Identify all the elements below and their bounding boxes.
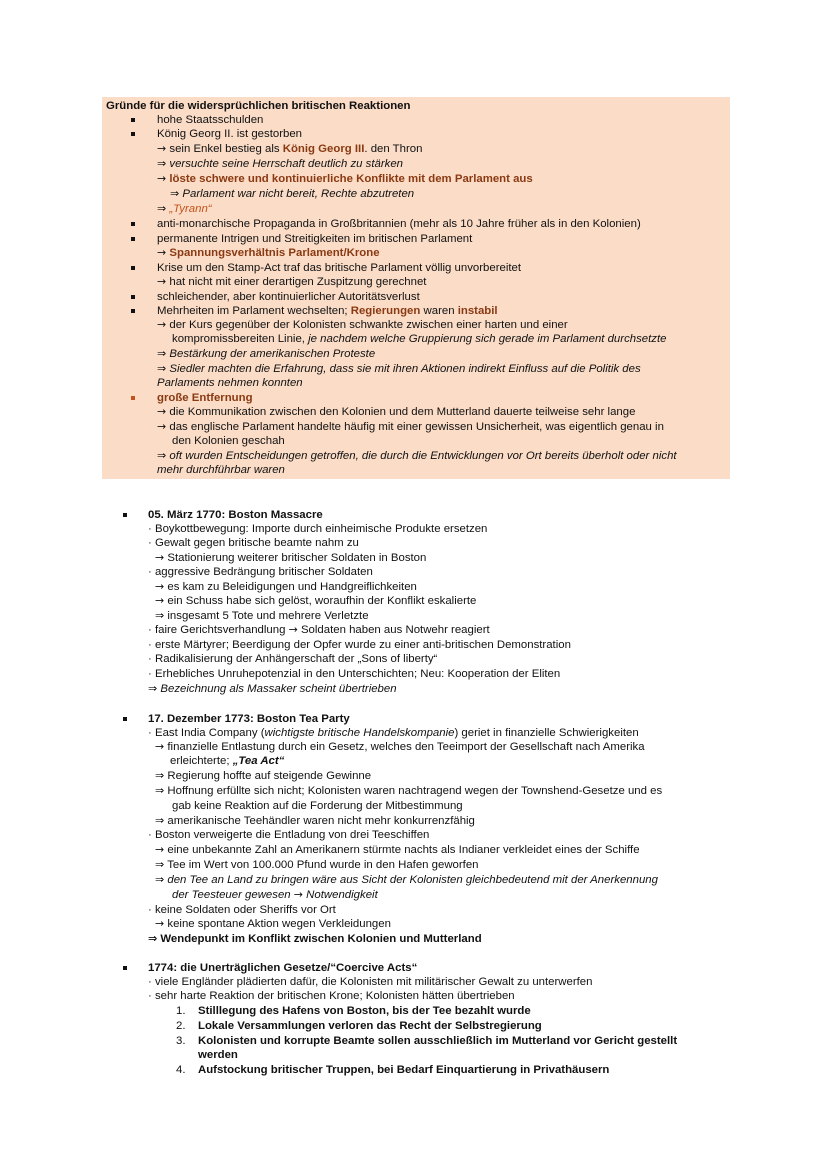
reason-7-sub-2: ⇒ Bestärkung der amerikanischen Proteste xyxy=(157,347,376,360)
teaparty-line: ⇒ Hoffnung erfüllte sich nicht; Kolonisten waren nachtragend wegen der Townshend-Gesetze und es xyxy=(155,784,663,797)
coercive-line: · viele Engländer plädierten dafür, die Kolonisten mit militärischer Gewalt zu unterwerfen xyxy=(148,976,593,988)
reason-2: König Georg II. ist gestorben xyxy=(157,128,302,140)
massacre-line: · faire Gerichtsverhandlung → Soldaten haben aus Notwehr reagiert xyxy=(148,623,490,636)
massacre-title: 05. März 1770: Boston Massacre xyxy=(148,509,323,521)
reason-2-sub-1: → sein Enkel bestieg als König Georg III. den Thron xyxy=(157,142,423,155)
teaparty-line: → keine spontane Aktion wegen Verkleidungen xyxy=(155,917,391,930)
bullet xyxy=(131,237,135,241)
reason-7: Mehrheiten im Parlament wechselten; Regierungen waren instabil xyxy=(157,305,498,317)
reason-8-sub-3: ⇒ oft wurden Entscheidungen getroffen, die durch die Entwicklungen vor Ort bereits überholt oder nicht xyxy=(157,449,677,462)
bullet-orange xyxy=(131,396,135,400)
act-number: 2. xyxy=(176,1020,186,1032)
reason-7-sub-1b: kompromissbereiten Linie, je nachdem welche Gruppierung sich gerade im Parlament durchsetzte xyxy=(172,333,667,345)
reasons-title: Gründe für die widersprüchlichen britischen Reaktionen xyxy=(106,100,411,112)
reason-2-sub-2: ⇒ versuchte seine Herrschaft deutlich zu stärken xyxy=(157,157,404,170)
massacre-line: · Radikalisierung der Anhängerschaft der „Sons of liberty“ xyxy=(148,653,438,665)
act-text: Lokale Versammlungen verloren das Recht der Selbstregierung xyxy=(198,1020,542,1032)
reason-4: permanente Intrigen und Streitigkeiten im britischen Parlament xyxy=(157,233,473,245)
reason-5-sub-1: → hat nicht mit einer derartigen Zuspitzung gerechnet xyxy=(157,275,427,288)
massacre-line: · aggressive Bedrängung britischer Soldaten xyxy=(148,566,373,578)
bullet xyxy=(131,222,135,226)
teaparty-line: ⇒ Regierung hoffte auf steigende Gewinne xyxy=(155,769,372,782)
bullet xyxy=(131,266,135,270)
teaparty-line: ⇒ amerikanische Teehändler waren nicht mehr konkurrenzfähig xyxy=(155,814,475,827)
massacre-line: · Erhebliches Unruhepotenzial in den Unterschichten; Neu: Kooperation der Eliten xyxy=(148,668,561,680)
massacre-line: · Gewalt gegen britische beamte nahm zu xyxy=(148,537,359,549)
reason-8-sub-1: → die Kommunikation zwischen den Kolonien und dem Mutterland dauerte teilweise sehr lange xyxy=(157,405,636,418)
teaparty-line: erleichterte; „Tea Act“ xyxy=(170,755,285,767)
reason-8-sub-2b: den Kolonien geschah xyxy=(172,435,285,447)
teaparty-line: · Boston verweigerte die Entladung von drei Teeschiffen xyxy=(148,829,430,841)
act-number: 3. xyxy=(176,1035,186,1047)
reason-2-sub-3: → löste schwere und kontinuierliche Konflikte mit dem Parlament aus xyxy=(157,172,533,185)
reason-7-sub-3: ⇒ Siedler machten die Erfahrung, dass sie mit ihren Aktionen indirekt Einfluss auf die Politik des xyxy=(157,362,641,375)
coercive-title: 1774: die Unerträglichen Gesetze/“Coercive Acts“ xyxy=(148,962,418,974)
reason-4-sub-1: → Spannungsverhältnis Parlament/Krone xyxy=(157,246,380,259)
reason-8-sub-3b: mehr durchführbar waren xyxy=(157,464,285,476)
reason-3: anti-monarchische Propaganda in Großbritannien (mehr als 10 Jahre früher als in den Kolonien) xyxy=(157,218,641,230)
teaparty-line: → eine unbekannte Zahl an Amerikanern stürmte nachts als Indianer verkleidet eines der Schiffe xyxy=(155,843,640,856)
bullet xyxy=(123,717,127,721)
bullet xyxy=(131,118,135,122)
reason-8-sub-2: → das englische Parlament handelte häufig mit einer gewissen Unsicherheit, was eigentlich genau in xyxy=(157,420,664,433)
reason-6: schleichender, aber kontinuierlicher Autoritätsverlust xyxy=(157,291,420,303)
reason-8: große Entfernung xyxy=(157,392,253,404)
massacre-line: · Boykottbewegung: Importe durch einheimische Produkte ersetzen xyxy=(148,523,488,535)
act-number: 4. xyxy=(176,1064,186,1076)
teaparty-line: der Teesteuer gewesen → Notwendigkeit xyxy=(172,888,378,901)
teaparty-line: ⇒ den Tee an Land zu bringen wäre aus Sicht der Kolonisten gleichbedeutend mit der Anerkennung xyxy=(155,873,658,886)
teaparty-line: · East India Company (wichtigste britische Handelskompanie) geriet in finanzielle Schwierigkeiten xyxy=(148,727,639,739)
reason-7-sub-1: → der Kurs gegenüber der Kolonisten schwankte zwischen einer harten und einer xyxy=(157,318,568,331)
teaparty-title: 17. Dezember 1773: Boston Tea Party xyxy=(148,713,350,725)
bullet xyxy=(131,309,135,313)
act-text: Kolonisten und korrupte Beamte sollen ausschließlich im Mutterland vor Gericht gestellt xyxy=(198,1035,678,1047)
act-number: 1. xyxy=(176,1005,186,1017)
bullet xyxy=(123,513,127,517)
reason-2-sub-5: ⇒ „Tyrann“ xyxy=(157,202,212,215)
bullet xyxy=(123,966,127,970)
massacre-line: ⇒ insgesamt 5 Tote und mehrere Verletzte xyxy=(155,609,369,622)
reason-1: hohe Staatsschulden xyxy=(157,114,264,126)
massacre-line: · erste Märtyrer; Beerdigung der Opfer wurde zu einer anti-britischen Demonstration xyxy=(148,639,571,651)
teaparty-line: → finanzielle Entlastung durch ein Gesetz, welches den Teeimport der Gesellschaft nach Amerika xyxy=(155,740,645,753)
teaparty-line: · keine Soldaten oder Sheriffs vor Ort xyxy=(148,904,336,916)
reason-2-sub-4: ⇒ Parlament war nicht bereit, Rechte abzutreten xyxy=(170,187,415,200)
coercive-line: · sehr harte Reaktion der britischen Krone; Kolonisten hätten übertrieben xyxy=(148,990,515,1002)
teaparty-line: ⇒ Tee im Wert von 100.000 Pfund wurde in den Hafen geworfen xyxy=(155,858,479,871)
massacre-line: → Stationierung weiterer britischer Soldaten in Boston xyxy=(155,551,427,564)
act-text-cont: werden xyxy=(198,1049,238,1061)
bullet xyxy=(131,295,135,299)
act-text: Aufstockung britischer Truppen, bei Bedarf Einquartierung in Privathäusern xyxy=(198,1064,610,1076)
massacre-line: → ein Schuss habe sich gelöst, woraufhin der Konflikt eskalierte xyxy=(155,594,477,607)
act-text: Stilllegung des Hafens von Boston, bis der Tee bezahlt wurde xyxy=(198,1005,531,1017)
massacre-line: → es kam zu Beleidigungen und Handgreiflichkeiten xyxy=(155,580,417,593)
massacre-conclusion: ⇒ Bezeichnung als Massaker scheint übertrieben xyxy=(148,682,397,695)
bullet xyxy=(131,132,135,136)
reason-5: Krise um den Stamp-Act traf das britische Parlament völlig unvorbereitet xyxy=(157,262,522,274)
teaparty-conclusion: ⇒ Wendepunkt im Konflikt zwischen Kolonien und Mutterland xyxy=(148,932,482,945)
teaparty-line: gab keine Reaktion auf die Forderung der Mitbestimmung xyxy=(172,800,463,812)
reason-7-sub-3b: Parlaments nehmen konnten xyxy=(157,377,303,389)
